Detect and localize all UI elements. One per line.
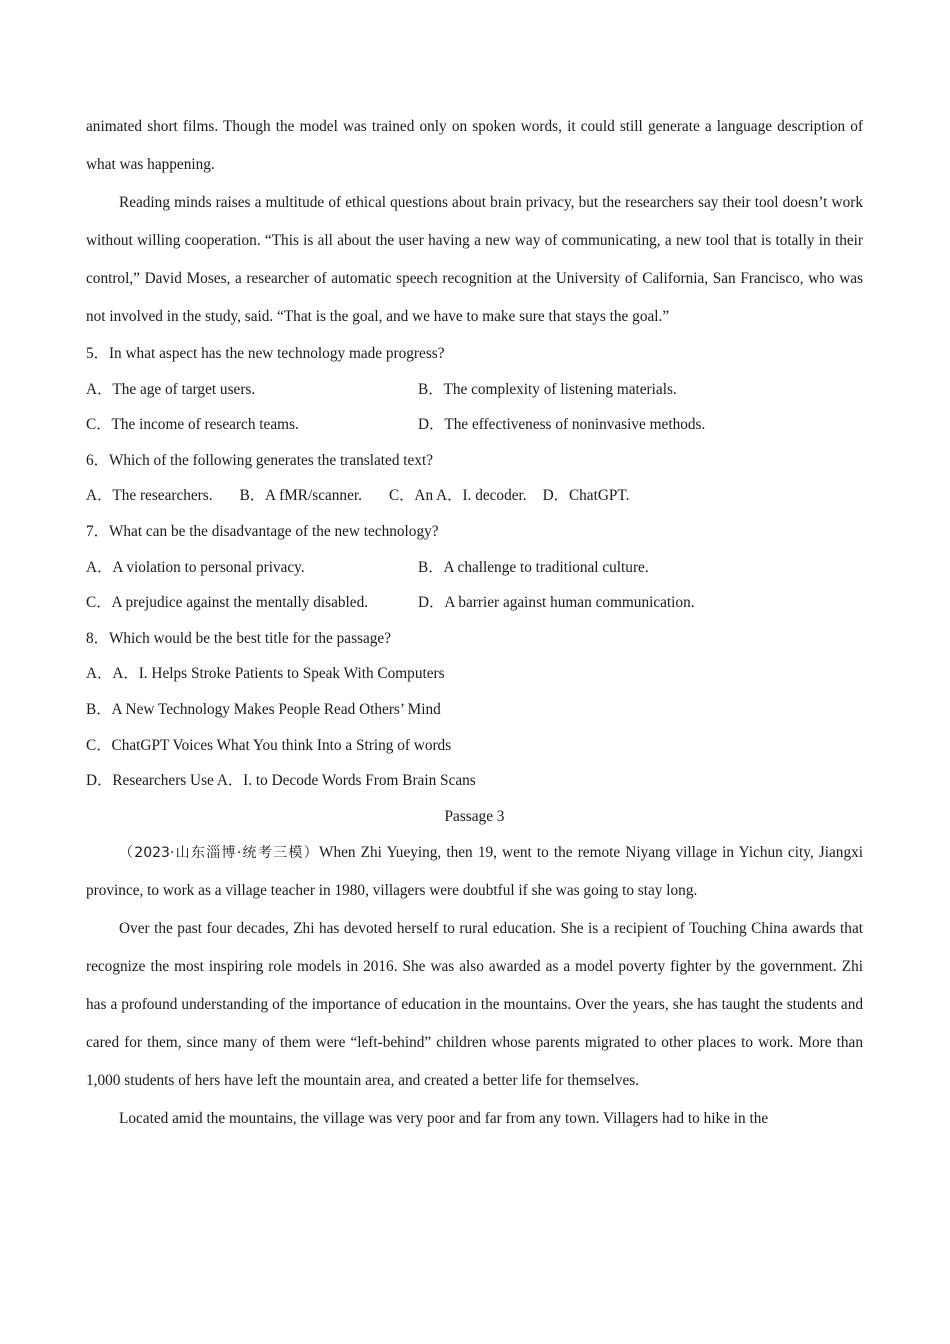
passage-3-heading: Passage 3	[444, 807, 505, 825]
question-6-option-b: B．A fMR/scanner.	[239, 487, 362, 505]
document-page	[86, 108, 863, 1138]
question-5-option-d: D．The effectiveness of noninvasive methods.	[418, 416, 706, 434]
question-7-option-b: B．A challenge to traditional culture.	[418, 558, 649, 576]
passage3-paragraph-1-text: When Zhi Yueying, then 19, went to the remote Niyang village in Yichun city, Jiangxi province, to work as a village teacher in 1980, villagers were doubtful if she was going to stay long.	[86, 844, 863, 900]
question-8-stem: 8．Which would be the best title for the passage?	[86, 629, 391, 647]
question-8-option-c: C．ChatGPT Voices What You think Into a String of words	[86, 736, 452, 754]
passage3-paragraph-1	[86, 834, 863, 910]
question-7-stem: 7．What can be the disadvantage of the new technology?	[86, 522, 439, 540]
question-6-option-c: C．An A．I. decoder.	[388, 487, 527, 505]
question-5-stem: 5．In what aspect has the new technology made progress?	[86, 345, 445, 362]
question-5-options-row-1	[86, 372, 863, 408]
passage2-paragraph-1: animated short films. Though the model was trained only on spoken words, it could still generate a language description of what was happening.	[86, 118, 863, 173]
question-5-option-a: A．The age of target users.	[86, 380, 256, 398]
question-6-option-d: D．ChatGPT.	[542, 487, 630, 505]
passage3-source: （2023·山东淄博·统考三模）	[119, 845, 320, 862]
question-8-option-b: B．A New Technology Makes People Read Others’ Mind	[86, 700, 441, 718]
question-8-option-d: D．Researchers Use A．I. to Decode Words From Brain Scans	[86, 772, 476, 790]
question-7-options-row-2	[86, 585, 863, 621]
question-5-option-c: C．The income of research teams.	[86, 416, 299, 434]
passage3-paragraph-3: Located amid the mountains, the village was very poor and far from any town. Villagers had to hike in the	[119, 1110, 769, 1128]
question-7-option-c: C．A prejudice against the mentally disabled.	[86, 594, 369, 612]
question-7-options-row-1	[86, 550, 863, 586]
question-6-option-a: A．The researchers.	[86, 487, 213, 505]
question-7-option-d: D．A barrier against human communication.	[418, 594, 695, 612]
question-8-option-a: A．A．I. Helps Stroke Patients to Speak With Computers	[86, 665, 445, 683]
question-5-option-b: B．The complexity of listening materials.	[418, 380, 677, 398]
passage3-paragraph-2: Over the past four decades, Zhi has devoted herself to rural education. She is a recipient of Touching China awards that recognize the most inspiring role models in 2016. She was also awarded as a model poverty fighter by the government. Zhi has a profound understanding of the importance of education in the mountains. Over the years, she has taught the students and cared for them, since many of them were “left-behind” children whose parents migrated to other places to work. More than 1,000 students of hers have left the mountain area, and created a better life for themselves.	[86, 920, 863, 1090]
question-5-options-row-2	[86, 407, 863, 443]
question-6-stem: 6．Which of the following generates the translated text?	[86, 451, 434, 469]
question-7-option-a: A．A violation to personal privacy.	[86, 558, 305, 576]
question-6-options-row	[86, 478, 863, 514]
passage2-paragraph-2: Reading minds raises a multitude of ethical questions about brain privacy, but the researchers say their tool doesn’t work without willing cooperation. “This is all about the user having a new way of communicating, a new tool that is totally in their control,” David Moses, a researcher of automatic speech recognition at the University of California, San Francisco, who was not involved in the study, said. “That is the goal, and we have to make sure that stays the goal.”	[86, 194, 863, 325]
